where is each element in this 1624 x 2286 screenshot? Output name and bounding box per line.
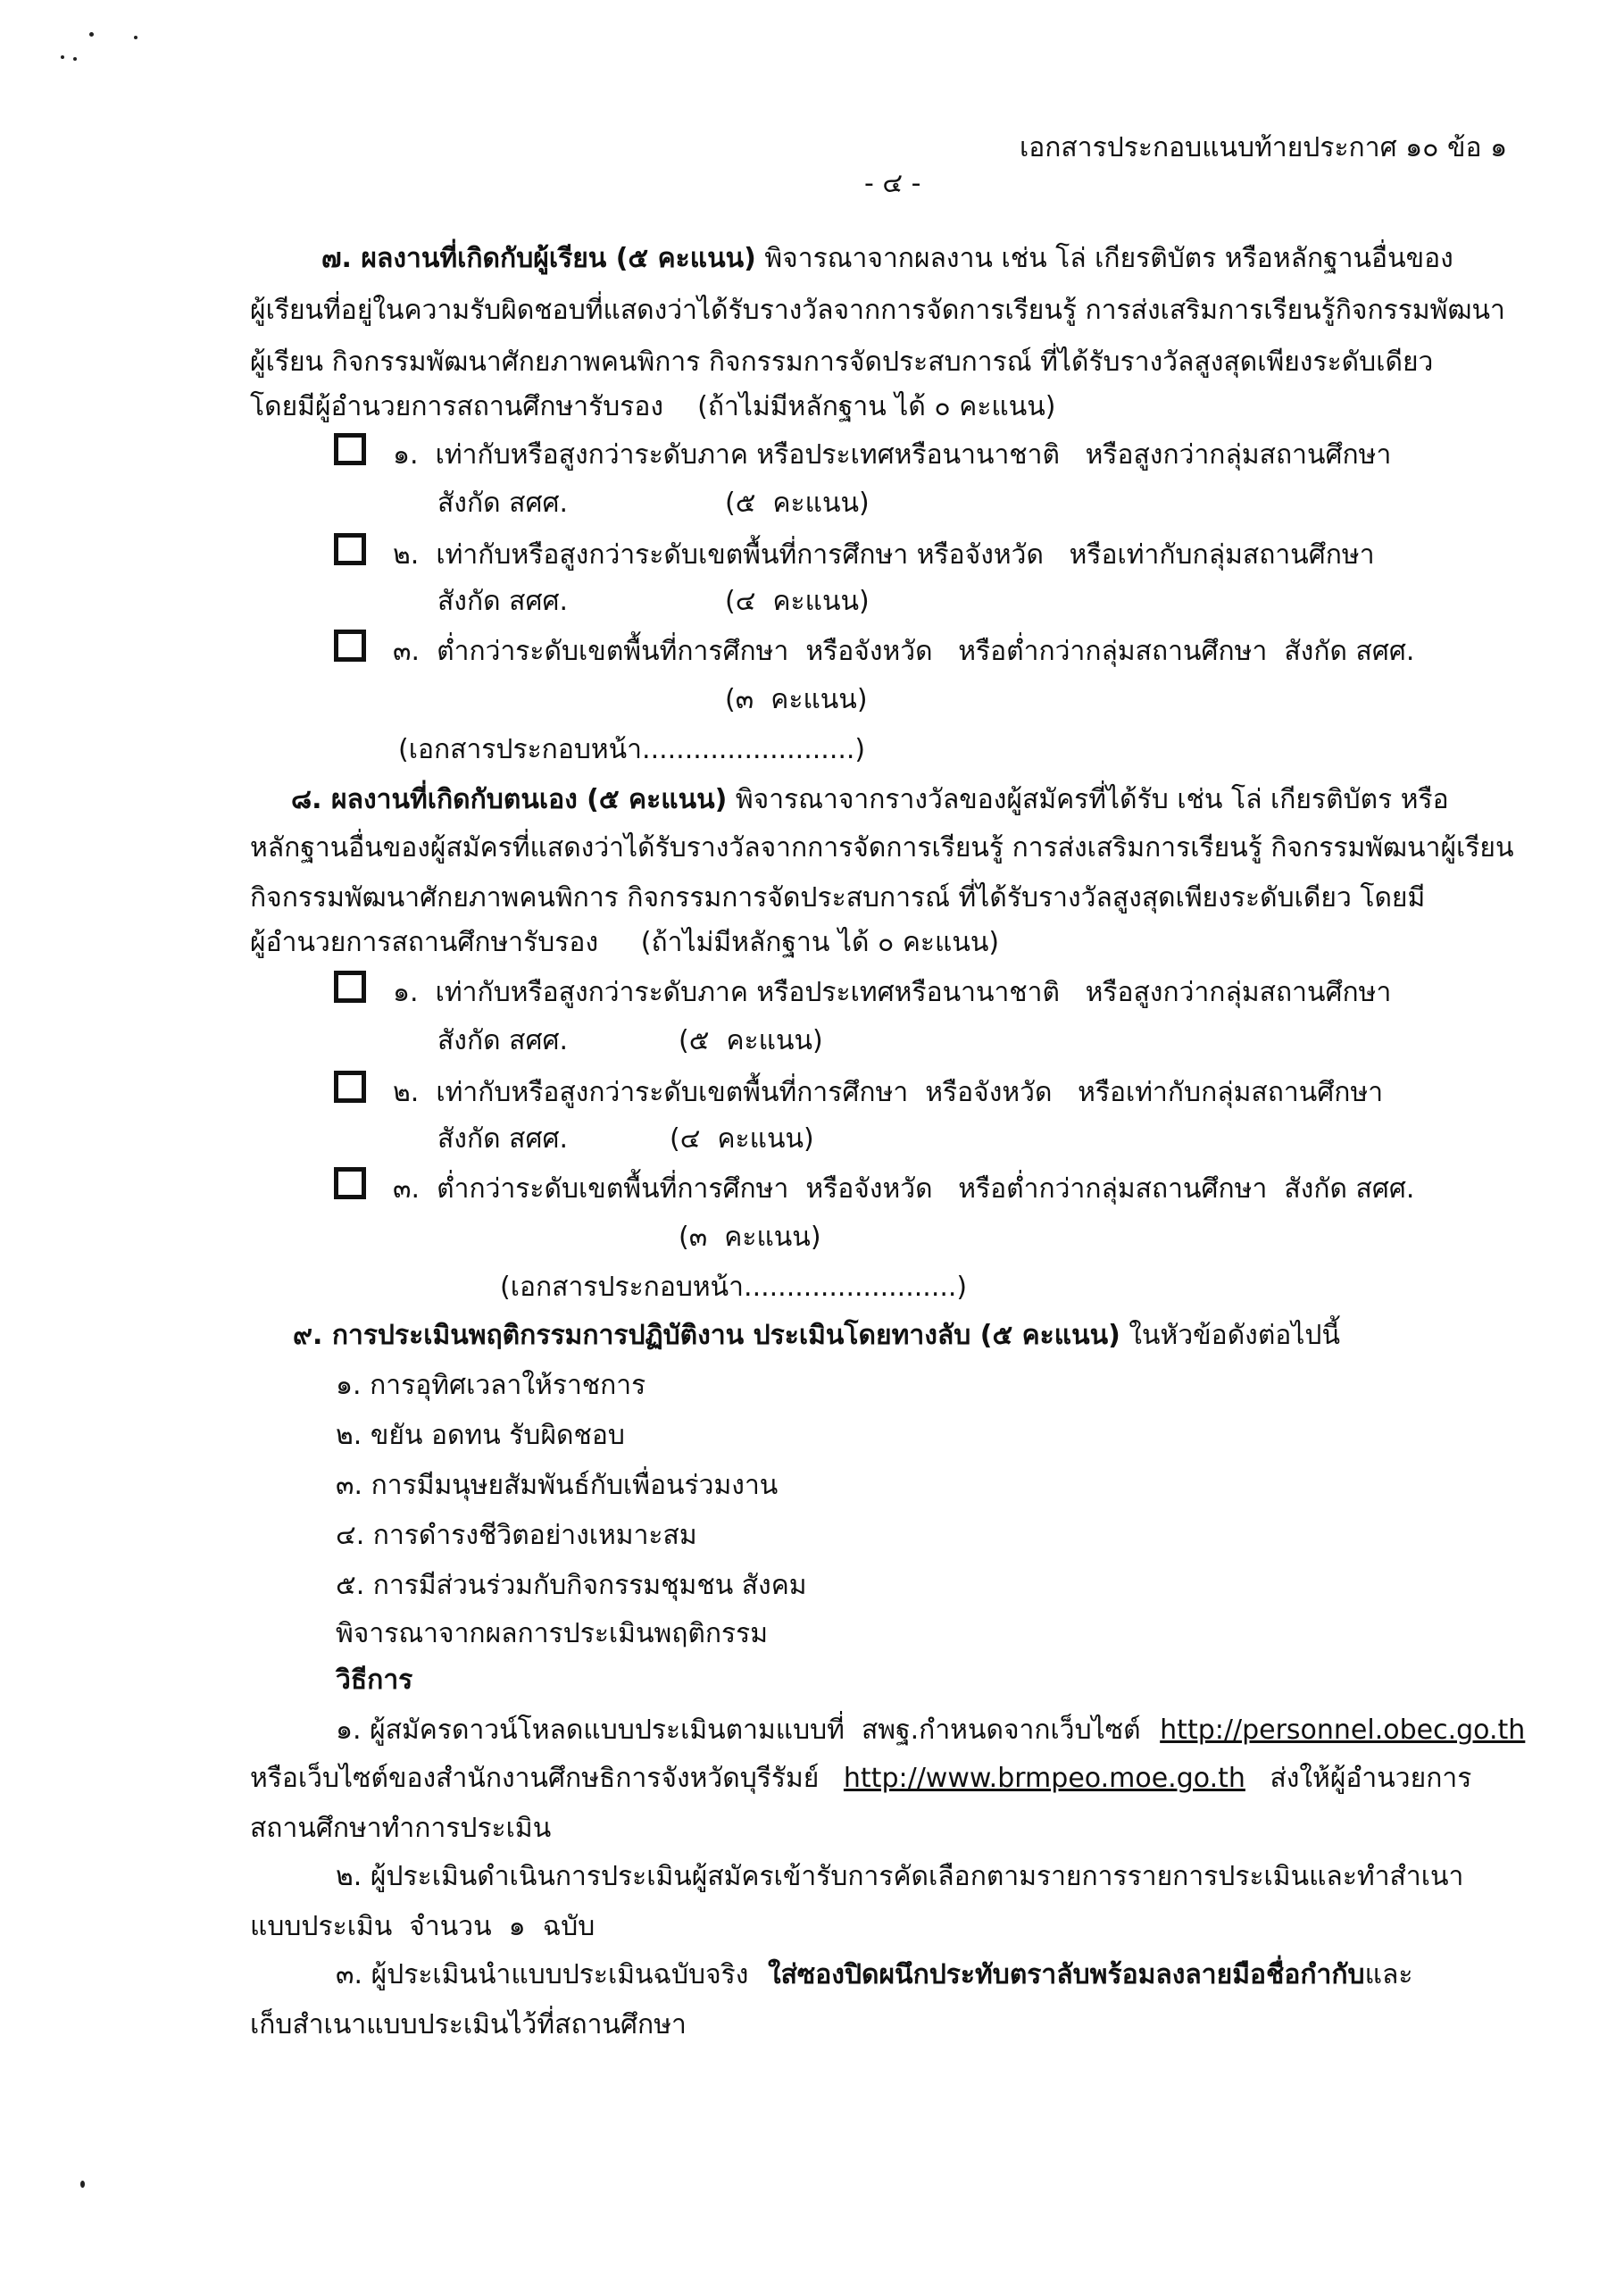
section7-intro: พิจารณาจากผลงาน เช่น โล่ เกียรติบัตร หรือหลักฐานอื่นของ [764,243,1453,274]
method-3-text-bold: ใส่ซองปิดผนึกประทับตราลับพร้อมลงลายมือชื่อกำกับ [767,1959,1365,1990]
section9-title: ๙. การประเมินพฤติกรรมการปฏิบัติงาน ประเมินโดยทางลับ (๕ คะแนน) [293,1320,1120,1351]
method-1-line1 [336,1714,1525,1747]
section8-option1-score: (๕ คะแนน) [679,1025,823,1056]
method-1-text: ๑. ผู้สมัครดาวน์โหลดแบบประเมินตามแบบที่ สพฐ.กำหนดจากเว็บไซต์ [336,1714,1141,1746]
scan-speck [80,2181,85,2188]
method-2-line2: แบบประเมิน จำนวน ๑ ฉบับ [250,1911,595,1942]
section8-line2: หลักฐานอื่นของผู้สมัครที่แสดงว่าได้รับรางวัลจากการจัดการเรียนรู้ การส่งเสริมการเรียนรู้ กิจกรรมพัฒนาผู้เรียน [250,832,1514,864]
section7-title: ๗. ผลงานที่เกิดกับผู้เรียน (๕ คะแนน) [321,243,756,274]
scan-speck [73,57,77,61]
method-1-line2 [250,1763,1471,1795]
section7-option2-checkbox[interactable] [334,533,366,565]
obec-personnel-link[interactable]: http://personnel.obec.go.th [1160,1714,1526,1746]
section7-line4: โดยมีผู้อำนวยการสถานศึกษารับรอง (ถ้าไม่มีหลักฐาน ได้ ๐ คะแนน) [250,391,1056,422]
section8-document-reference: (เอกสารประกอบหน้า.........................) [500,1272,968,1303]
section8-option2-affiliation: สังกัด สศศ. [437,1123,569,1155]
section7-option1-text: ๑. เท่ากับหรือสูงกว่าระดับภาค หรือประเทศหรือนานาชาติ หรือสูงกว่ากลุ่มสถานศึกษา [393,439,1392,471]
section8-intro: พิจารณาจากรางวัลของผู้สมัครที่ได้รับ เช่น โล่ เกียรติบัตร หรือ [735,784,1449,815]
section8-option1-affiliation: สังกัด สศศ. [437,1025,569,1056]
section8-title: ๘. ผลงานที่เกิดกับตนเอง (๕ คะแนน) [291,784,728,815]
section8-option2-score: (๔ คะแนน) [670,1123,814,1155]
method-3-line1 [336,1959,1412,1991]
section8-option3-text: ๓. ต่ำกว่าระดับเขตพื้นที่การศึกษา หรือจังหวัด หรือต่ำกว่ากลุ่มสถานศึกษา สังกัด สศศ. [393,1173,1415,1205]
section7-heading [321,243,1453,275]
section9-item-1: ๑. การอุทิศเวลาให้ราชการ [336,1370,646,1401]
scan-speck [134,36,137,39]
section9-intro: ในหัวข้อดังต่อไปนี้ [1128,1320,1340,1351]
section7-document-reference: (เอกสารประกอบหน้า.........................) [398,734,866,765]
section7-option2-score: (๔ คะแนน) [725,586,870,617]
method-3-text: ๓. ผู้ประเมินนำแบบประเมินฉบับจริง [336,1959,749,1990]
section7-line2: ผู้เรียนที่อยู่ในความรับผิดชอบที่แสดงว่าได้รับรางวัลจากการจัดการเรียนรู้ การส่งเสริมการเรียนรู้กิจกรรมพัฒนา [250,295,1505,326]
method-1-line3: สถานศึกษาทำการประเมิน [250,1813,552,1844]
brmpeo-link[interactable]: http://www.brmpeo.moe.go.th [843,1763,1245,1794]
section7-option3-score: (๓ คะแนน) [725,684,868,715]
section8-line3: กิจกรรมพัฒนาศักยภาพคนพิการ กิจกรรมการจัดประสบการณ์ ที่ได้รับรางวัลสูงสุดเพียงระดับเดียว โดยมี [250,882,1426,914]
scan-speck [61,55,64,59]
section8-option3-score: (๓ คะแนน) [679,1222,821,1253]
method-title: วิธีการ [336,1664,413,1696]
section8-option2-text: ๒. เท่ากับหรือสูงกว่าระดับเขตพื้นที่การศึกษา หรือจังหวัด หรือเท่ากับกลุ่มสถานศึกษา [393,1077,1384,1108]
section7-option3-checkbox[interactable] [334,630,366,662]
section8-option1-checkbox[interactable] [334,971,366,1003]
section7-option1-affiliation: สังกัด สศศ. [437,488,569,519]
section9-item-4: ๔. การดำรงชีวิตอย่างเหมาะสม [336,1520,697,1551]
section7-option1-score: (๕ คะแนน) [725,488,870,519]
section9-item-5: ๕. การมีส่วนร่วมกับกิจกรรมชุมชน สังคม [336,1570,807,1601]
section7-line3: ผู้เรียน กิจกรรมพัฒนาศักยภาพคนพิการ กิจกรรมการจัดประสบการณ์ ที่ได้รับรางวัลสูงสุดเพียงระดับเดียว [250,346,1434,378]
method-1-text-c: ส่งให้ผู้อำนวยการ [1270,1763,1472,1794]
section7-option2-affiliation: สังกัด สศศ. [437,586,569,617]
section9-consider: พิจารณาจากผลการประเมินพฤติกรรม [336,1618,769,1649]
annex-reference: เอกสารประกอบแนบท้ายประกาศ ๑๐ ข้อ ๑ [1020,132,1508,163]
section8-option2-checkbox[interactable] [334,1071,366,1103]
section8-option3-checkbox[interactable] [334,1167,366,1199]
method-3-text-end: และ [1364,1959,1413,1990]
section9-heading [293,1320,1340,1352]
method-2-line1: ๒. ผู้ประเมินดำเนินการประเมินผู้สมัครเข้ารับการคัดเลือกตามรายการรายการประเมินและทำสำเนา [336,1861,1464,1892]
page-number: - ๔ - [864,168,921,199]
section7-option3-text: ๓. ต่ำกว่าระดับเขตพื้นที่การศึกษา หรือจังหวัด หรือต่ำกว่ากลุ่มสถานศึกษา สังกัด สศศ. [393,636,1415,667]
section9-item-3: ๓. การมีมนุษยสัมพันธ์กับเพื่อนร่วมงาน [336,1470,779,1501]
scan-speck [89,32,94,37]
section7-option1-checkbox[interactable] [334,433,366,465]
section8-heading [291,784,1449,816]
section8-line4: ผู้อำนวยการสถานศึกษารับรอง (ถ้าไม่มีหลักฐาน ได้ ๐ คะแนน) [250,927,1000,958]
section7-option2-text: ๒. เท่ากับหรือสูงกว่าระดับเขตพื้นที่การศึกษา หรือจังหวัด หรือเท่ากับกลุ่มสถานศึกษา [393,539,1375,571]
section9-item-2: ๒. ขยัน อดทน รับผิดชอบ [336,1420,625,1451]
method-1-text-b: หรือเว็บไซต์ของสำนักงานศึกษธิการจังหวัดบุรีรัมย์ [250,1763,820,1794]
method-3-line2: เก็บสำเนาแบบประเมินไว้ที่สถานศึกษา [250,2009,687,2040]
section8-option1-text: ๑. เท่ากับหรือสูงกว่าระดับภาค หรือประเทศหรือนานาชาติ หรือสูงกว่ากลุ่มสถานศึกษา [393,977,1392,1008]
